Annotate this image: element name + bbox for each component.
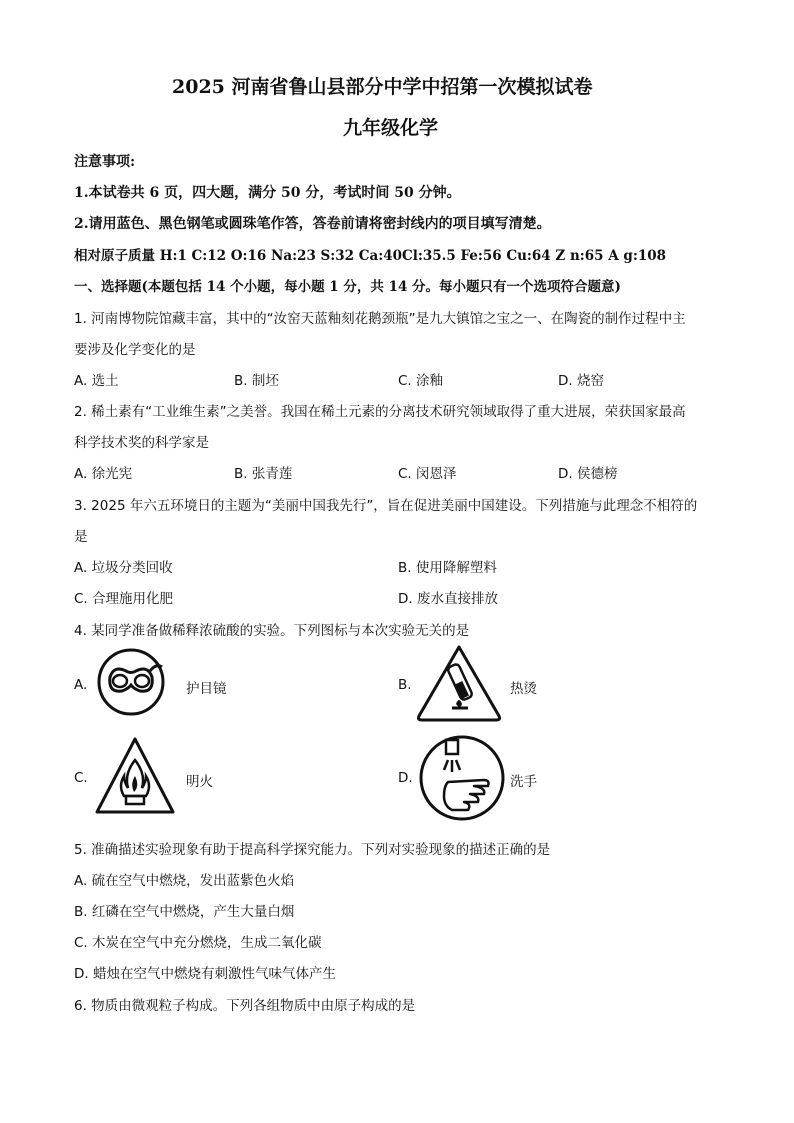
q1-option-b: B. 制坯	[234, 373, 279, 389]
q2-option-b: B. 张青莲	[234, 466, 293, 482]
q5-option-b: B. 红磷在空气中燃烧，产生大量白烟	[74, 904, 295, 920]
q4-option-d-letter: D.	[398, 770, 413, 786]
q4-option-c-label: 明火	[186, 774, 213, 790]
q3-option-a: A. 垃圾分类回收	[74, 560, 173, 576]
atomic-mass-line: 相对原子质量 H:1 C:12 O:16 Na:23 S:32 Ca:40Cl:35.5 Fe:56 Cu:64 Z n:65 A g:108	[74, 248, 667, 264]
q4-option-b-label: 热烫	[510, 681, 537, 697]
q2-line1: 2. 稀土素有“工业维生素”之美誉。我国在稀土元素的分离技术研究领域取得了重大进展，荣获国家最高	[74, 404, 686, 420]
q2-option-d: D. 侯德榜	[558, 466, 618, 482]
q3-option-b: B. 使用降解塑料	[398, 560, 497, 576]
q4-option-a-label: 护目镜	[186, 681, 227, 697]
q4-option-c-letter: C.	[74, 770, 88, 786]
q3-option-d: D. 废水直接排放	[398, 591, 498, 607]
q6-line1: 6. 物质由微观粒子构成。下列各组物质中由原子构成的是	[74, 998, 416, 1014]
wash-hands-icon	[418, 734, 506, 822]
open-flame-icon	[94, 736, 176, 816]
q5-option-c: C. 木炭在空气中充分燃烧，生成二氧化碳	[74, 935, 322, 951]
q1-line1: 1. 河南博物院馆藏丰富，其中的“汝窑天蓝釉刻花鹅颈瓶”是九大镇馆之宝之一、在陶瓷的制作过程中主	[74, 311, 686, 327]
exam-subtitle: 九年级化学	[343, 117, 439, 139]
q5-line1: 5. 准确描述实验现象有助于提高科学探究能力。下列对实验现象的描述正确的是	[74, 842, 551, 858]
notes-item-1: 1.本试卷共 6 页，四大题，满分 50 分，考试时间 50 分钟。	[74, 185, 461, 201]
q2-line2: 科学技术奖的科学家是	[74, 435, 209, 451]
section1-heading: 一、选择题(本题包括 14 个小题，每小题 1 分，共 14 分。每小题只有一个选项符合题意)	[74, 279, 621, 295]
q1-option-d: D. 烧窑	[558, 373, 604, 389]
q1-option-a: A. 选土	[74, 373, 119, 389]
q4-line1: 4. 某同学准备做稀释浓硫酸的实验。下列图标与本次实验无关的是	[74, 623, 470, 639]
q5-option-a: A. 硫在空气中燃烧，发出蓝紫色火焰	[74, 873, 295, 889]
q4-option-b-letter: B.	[398, 677, 412, 693]
q3-line2: 是	[74, 529, 88, 545]
q2-option-a: A. 徐光宪	[74, 466, 133, 482]
q4-option-a-letter: A.	[74, 677, 88, 693]
hot-surface-icon	[416, 644, 502, 722]
notes-item-2: 2.请用蓝色、黑色钢笔或圆珠笔作答，答卷前请将密封线内的项目填写清楚。	[74, 216, 551, 232]
q1-line2: 要涉及化学变化的是	[74, 342, 196, 358]
q3-option-c: C. 合理施用化肥	[74, 591, 174, 607]
q4-option-d-label: 洗手	[510, 774, 537, 790]
q2-option-c: C. 闵恩泽	[398, 466, 457, 482]
exam-title: 2025 河南省鲁山县部分中学中招第一次模拟试卷	[172, 76, 593, 98]
goggles-icon	[96, 647, 166, 717]
notes-heading: 注意事项:	[74, 154, 136, 170]
q5-option-d: D. 蜡烛在空气中燃烧有刺激性气味气体产生	[74, 966, 336, 982]
q1-option-c: C. 涂釉	[398, 373, 444, 389]
q3-line1: 3. 2025 年六五环境日的主题为“美丽中国我先行”，旨在促进美丽中国建设。下列措施与此理念不相符的	[74, 498, 698, 514]
